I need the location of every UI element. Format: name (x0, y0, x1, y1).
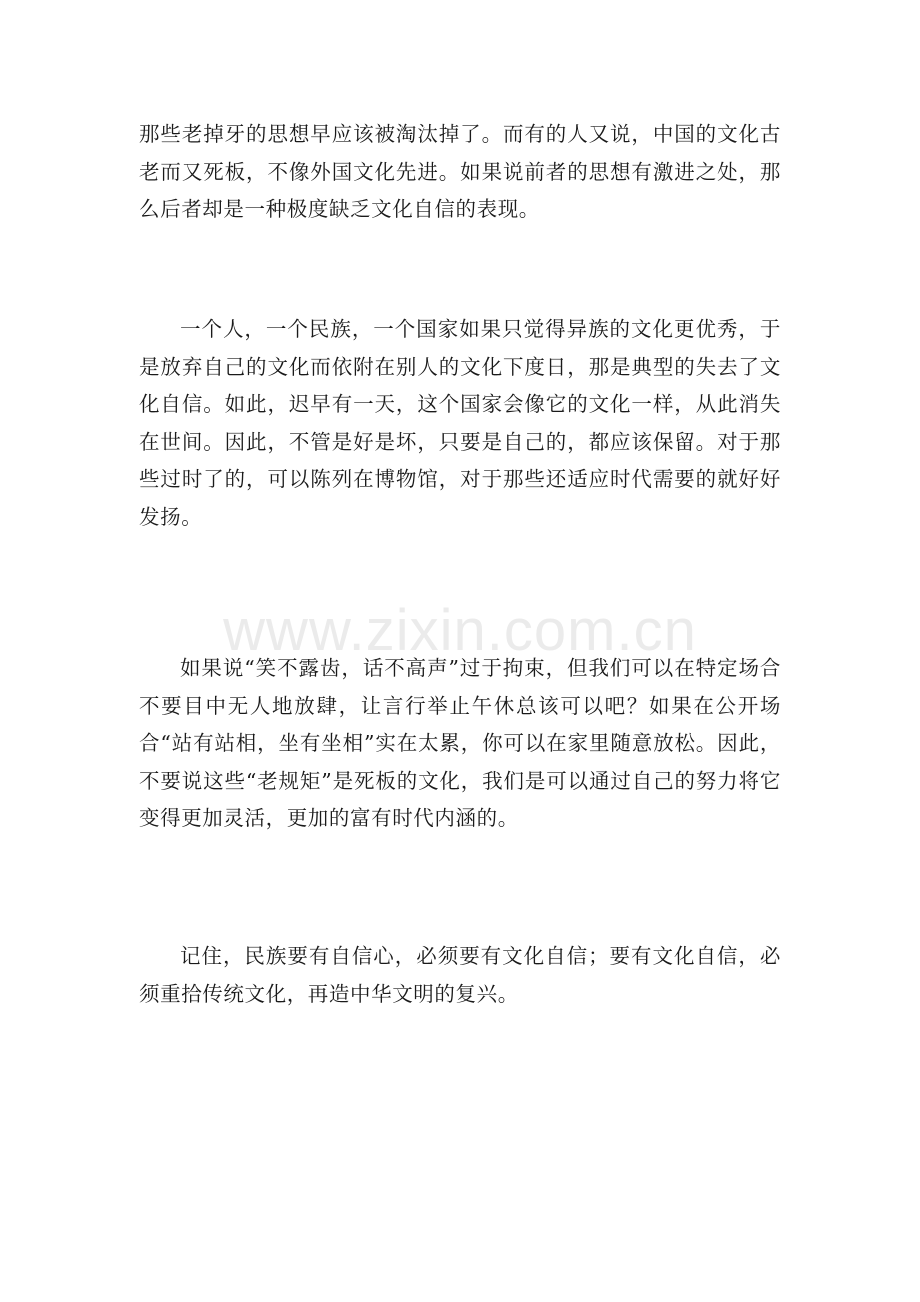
paragraph-3: 如果说“笑不露齿，话不高声”过于拘束，但我们可以在特定场合不要目中无人地放肆，让言行举止午休总该可以吧？如果在公开场合“站有站相，坐有坐相”实在太累，你可以在家里随意放松。因此，不要说这些“老规矩”是死板的文化，我们是可以通过自己的努力将它变得更加灵活，更加的富有时代内涵的。 (139, 656, 781, 830)
watermark: www.zixin.com.cn (223, 598, 697, 663)
paragraph-2: 一个人，一个民族，一个国家如果只觉得异族的文化更优秀，于是放弃自己的文化而依附在别人的文化下度日，那是典型的失去了文化自信。如此，迟早有一天，这个国家会像它的文化一样，从此消失在世间。因此，不管是好是坏，只要是自己的，都应该保留。对于那些过时了的，可以陈列在博物馆，对于那些还适应时代需要的就好好发扬。 (139, 317, 781, 529)
paragraph-4: 记住，民族要有自信心，必须要有文化自信；要有文化自信，必须重拾传统文化，再造中华文明的复兴。 (139, 944, 781, 1006)
paragraph-1: 那些老掉牙的思想早应该被淘汰掉了。而有的人又说，中国的文化古老而又死板，不像外国文化先进。如果说前者的思想有激进之处，那么后者却是一种极度缺乏文化自信的表现。 (139, 122, 781, 221)
